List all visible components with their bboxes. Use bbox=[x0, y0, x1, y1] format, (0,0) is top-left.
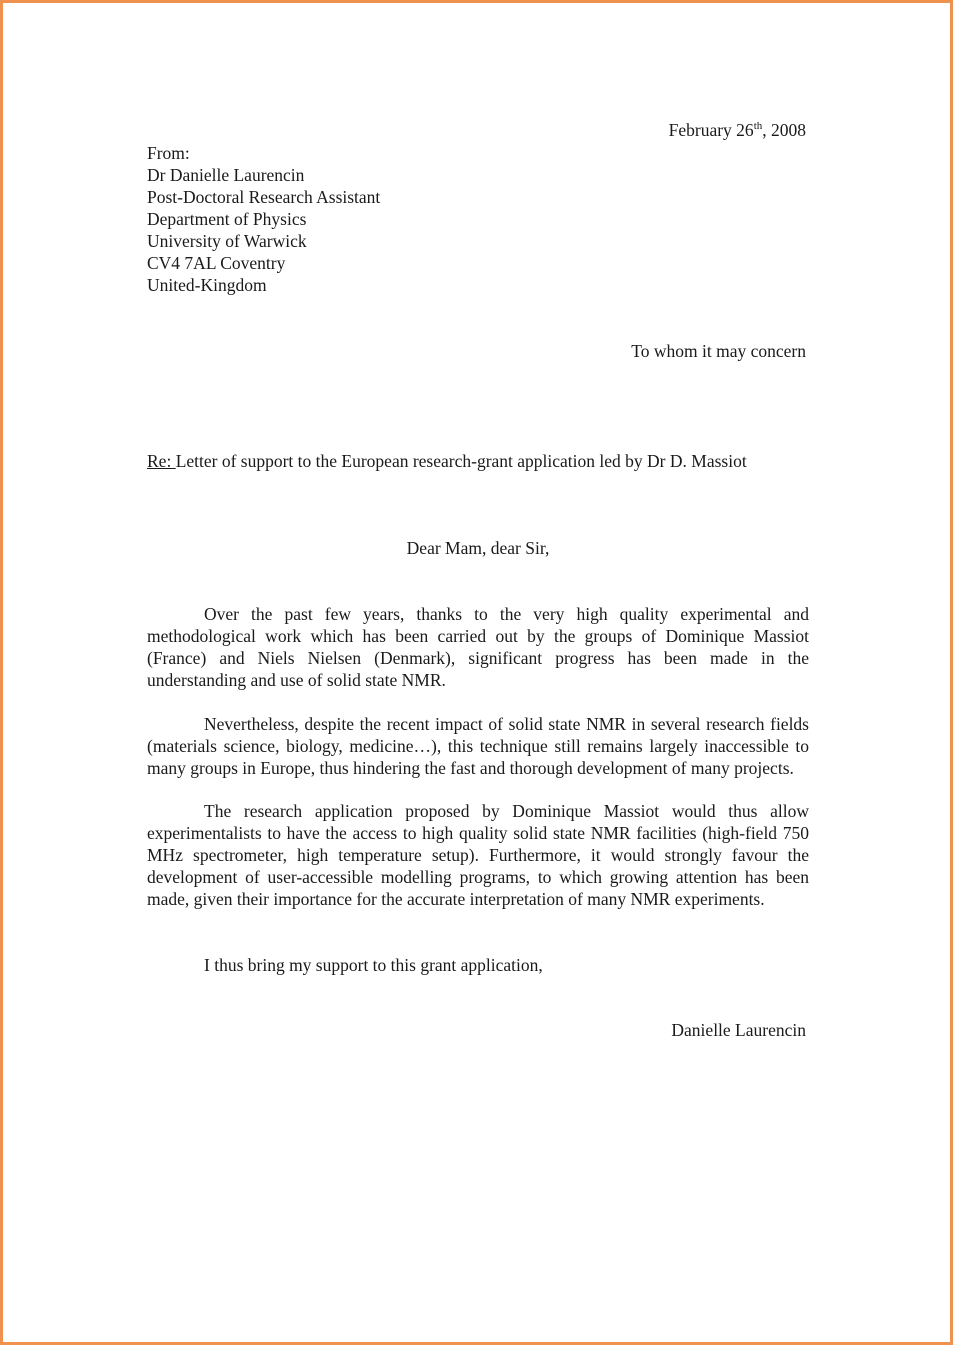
closing-sentence: I thus bring my support to this grant application, bbox=[204, 955, 543, 975]
sender-university: University of Warwick bbox=[147, 231, 307, 251]
sender-address-block bbox=[147, 142, 547, 296]
subject-text: Letter of support to the European research-grant application led by Dr D. Massiot bbox=[175, 451, 747, 471]
sender-department: Department of Physics bbox=[147, 209, 307, 229]
recipient-line: To whom it may concern bbox=[631, 341, 806, 361]
sender-postcode-city: CV4 7AL Coventry bbox=[147, 253, 286, 273]
signature-name: Danielle Laurencin bbox=[671, 1020, 806, 1040]
date-prefix: February 26 bbox=[668, 120, 754, 140]
letter-date bbox=[669, 119, 806, 141]
subject-line bbox=[147, 450, 812, 472]
subject-label: Re: bbox=[147, 451, 176, 471]
body-paragraph-2: Nevertheless, despite the recent impact of solid state NMR in several research fields (materials science, biology, medicine…), this technique still remains largely inaccessible to many groups in Europe, thus hindering the fast and thorough development of many projects. bbox=[147, 714, 809, 778]
sender-country: United-Kingdom bbox=[147, 275, 267, 295]
body-paragraph-3: The research application proposed by Dominique Massiot would thus allow experimentalists to have the access to high quality solid state NMR facilities (high-field 750 MHz spectrometer, high temperature setup). Furthermore, it would strongly favour the development of user-accessible modelling programs, to which growing attention has been made, given their importance for the accurate interpretation of many NMR experiments. bbox=[147, 801, 809, 909]
from-label: From: bbox=[147, 143, 190, 163]
date-ordinal-suffix: th bbox=[753, 120, 763, 133]
sender-position: Post-Doctoral Research Assistant bbox=[147, 187, 381, 207]
greeting: Dear Mam, dear Sir, bbox=[406, 538, 550, 558]
sender-name: Dr Danielle Laurencin bbox=[147, 165, 305, 185]
body-paragraph-1: Over the past few years, thanks to the very high quality experimental and methodological work which has been carried out by the groups of Dominique Massiot (France) and Niels Nielsen (Denmark), significant progress has been made in the understanding and use of solid state NMR. bbox=[147, 604, 809, 690]
date-suffix: , 2008 bbox=[762, 120, 806, 140]
